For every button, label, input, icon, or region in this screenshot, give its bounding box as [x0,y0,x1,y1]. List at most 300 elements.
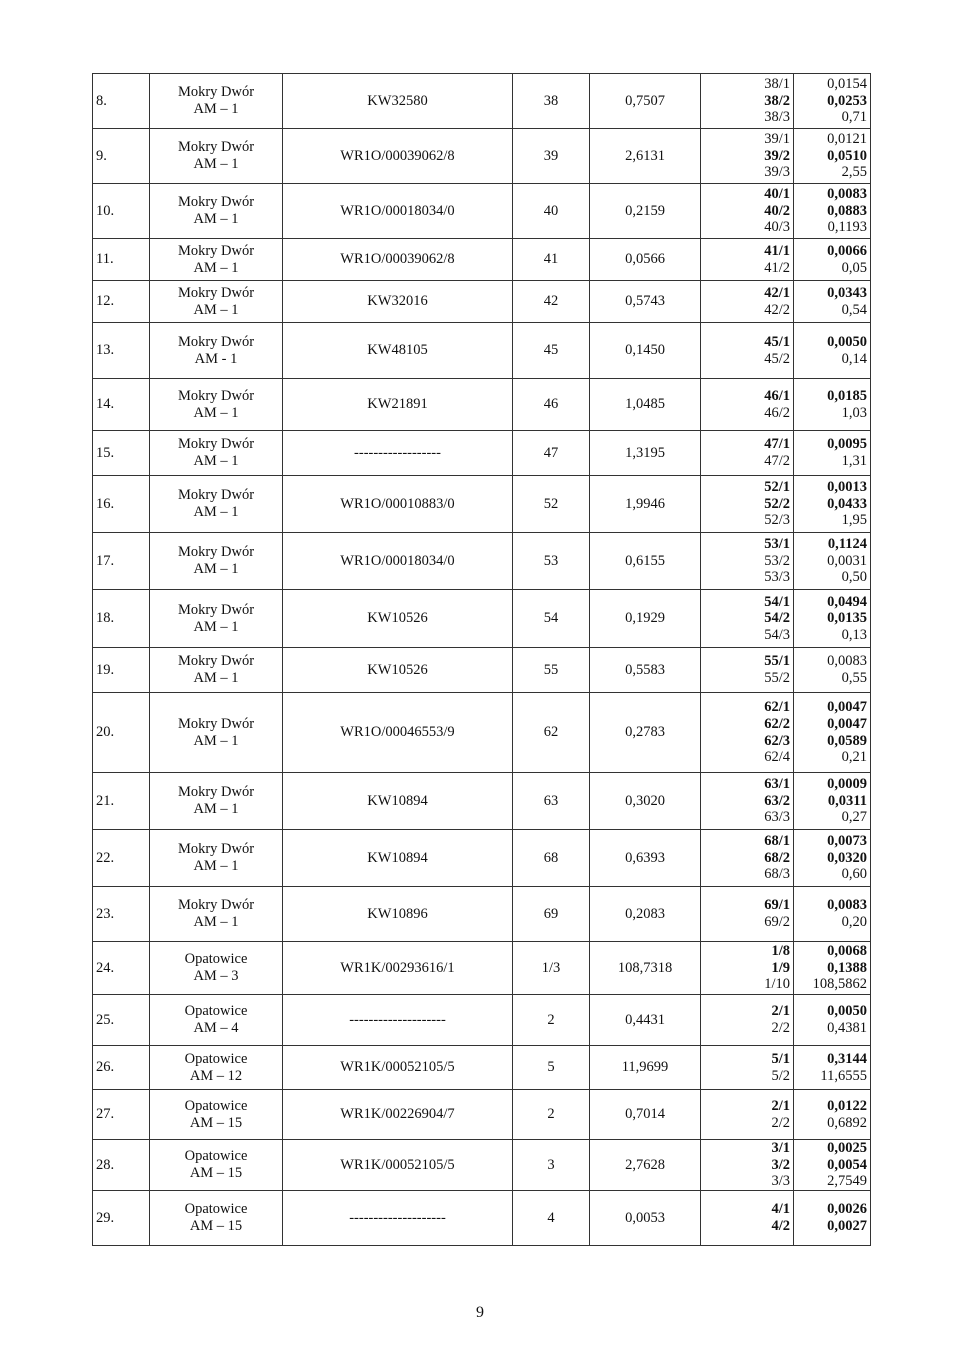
cell-subparcels [701,323,794,379]
subparcel-number: 55/1 [764,653,790,670]
table-row [93,648,871,693]
cell-kw [283,693,513,773]
cell-lp [93,773,150,830]
subparcel-area: 0,0083 [827,653,867,670]
cell-lp [93,1046,150,1090]
subparcel-area: 0,4381 [827,1020,867,1036]
kw-number: KW48105 [367,342,428,359]
cell-powierzchnia [590,693,701,773]
table-row [93,1046,871,1090]
parcel-table [92,73,871,1246]
row-number: 20. [96,724,115,741]
table-row [93,74,871,129]
cell-subparcels [701,1191,794,1246]
row-number: 16. [96,495,115,512]
kw-number: -------------------- [349,1209,446,1226]
parcel-area: 0,6155 [625,552,665,569]
cell-lp [93,887,150,942]
cell-obreb [150,887,283,942]
obreb-line: AM – 1 [193,156,239,172]
kw-number: KW10526 [367,661,428,678]
cell-kw [283,773,513,830]
cell-lp [93,942,150,995]
parcel-number: 47 [543,444,559,461]
cell-obreb [150,379,283,431]
obreb-line: AM – 15 [189,1165,243,1181]
subparcel-area: 1,31 [841,453,867,469]
subparcel-number: 47/2 [764,453,790,469]
subparcel-number: 69/1 [764,897,790,914]
subparcel-number: 62/3 [764,732,790,749]
subparcel-area: 0,0185 [827,387,867,404]
kw-number: KW10896 [367,905,428,922]
subparcel-area: 0,55 [841,670,867,686]
subparcel-number: 2/2 [771,1020,790,1036]
subparcel-number: 54/2 [764,610,790,627]
cell-obreb [150,281,283,323]
subparcel-number: 40/2 [764,202,790,219]
subparcel-area: 0,14 [841,350,867,367]
subparcel-number: 63/2 [764,792,790,809]
cell-dzialka [513,431,590,476]
subparcel-area: 0,0135 [827,610,867,627]
subparcel-number: 41/2 [764,259,790,276]
cell-lp [93,533,150,590]
cell-obreb [150,1090,283,1140]
subparcel-number: 55/2 [764,670,790,686]
parcel-number: 69 [543,905,559,922]
kw-number: KW10894 [367,849,428,866]
table-row [93,476,871,533]
obreb-line: Mokry Dwór [177,487,255,504]
parcel-area: 0,2159 [625,202,665,219]
subparcel-area: 1,03 [841,404,867,421]
kw-number: WR1O/00046553/9 [340,724,455,741]
subparcel-area: 0,1193 [827,219,867,236]
kw-number: WR1K/00293616/1 [340,959,455,976]
subparcel-area: 0,0311 [827,792,867,809]
cell-obreb [150,693,283,773]
parcel-number: 54 [543,610,559,627]
table-row [93,323,871,379]
row-number: 25. [96,1011,115,1028]
cell-subareas [794,476,871,533]
obreb-line: Mokry Dwór [177,841,255,858]
cell-obreb [150,74,283,129]
cell-subparcels [701,830,794,887]
subparcel-area: 0,54 [841,301,867,318]
subparcel-number: 2/1 [771,1097,790,1114]
cell-lp [93,476,150,533]
subparcel-area: 0,0253 [827,92,867,109]
row-number: 10. [96,202,115,219]
subparcel-number: 41/1 [764,242,790,259]
subparcel-number: 38/1 [764,76,790,93]
row-number: 17. [96,552,115,569]
parcel-area: 0,7507 [625,92,665,109]
cell-dzialka [513,830,590,887]
cell-dzialka [513,773,590,830]
cell-dzialka [513,239,590,281]
obreb-line: AM – 1 [193,504,239,520]
row-number: 29. [96,1209,115,1226]
cell-lp [93,323,150,379]
subparcel-number: 46/1 [764,387,790,404]
obreb-line: AM - 1 [194,350,238,367]
subparcel-area: 0,0050 [827,333,867,350]
subparcel-number: 47/1 [764,436,790,453]
subparcel-number: 46/2 [764,404,790,421]
subparcel-number: 4/1 [771,1201,790,1218]
obreb-line: Mokry Dwór [177,333,255,350]
cell-subareas [794,1090,871,1140]
table-row [93,239,871,281]
kw-number: KW10894 [367,792,428,809]
subparcel-number: 42/2 [764,301,790,318]
obreb-line: AM – 15 [189,1114,243,1131]
subparcel-number: 39/3 [764,164,790,181]
row-number: 19. [96,661,115,678]
subparcel-area: 0,0095 [827,436,867,453]
obreb-line: Opatowice [184,1003,248,1020]
cell-obreb [150,590,283,648]
obreb-line: Mokry Dwór [177,544,255,561]
cell-kw [283,887,513,942]
cell-subareas [794,693,871,773]
row-number: 28. [96,1156,115,1173]
subparcel-area: 0,0083 [827,186,867,203]
parcel-area: 0,0053 [625,1209,665,1226]
subparcel-area: 0,0068 [827,943,867,960]
obreb-line: Mokry Dwór [177,653,255,670]
cell-powierzchnia [590,773,701,830]
cell-lp [93,129,150,184]
obreb-line: AM – 1 [193,801,239,817]
cell-subparcels [701,239,794,281]
cell-subparcels [701,648,794,693]
obreb-line: AM – 4 [193,1020,239,1036]
parcel-number: 4 [547,1209,555,1226]
cell-dzialka [513,1046,590,1090]
cell-kw [283,239,513,281]
cell-kw [283,323,513,379]
cell-subparcels [701,1140,794,1191]
cell-dzialka [513,1090,590,1140]
parcel-area: 1,3195 [625,444,665,461]
subparcel-area: 0,50 [841,569,867,586]
subparcel-number: 5/1 [771,1050,790,1067]
cell-subparcels [701,379,794,431]
kw-number: KW32016 [367,293,428,310]
subparcel-number: 62/1 [764,699,790,716]
cell-subparcels [701,129,794,184]
cell-dzialka [513,281,590,323]
cell-lp [93,281,150,323]
obreb-line: AM – 1 [193,453,239,469]
cell-obreb [150,129,283,184]
subparcel-number: 1/8 [771,943,790,960]
parcel-area: 0,1450 [625,342,665,359]
table-row [93,379,871,431]
subparcel-number: 52/1 [764,479,790,496]
cell-powierzchnia [590,74,701,129]
cell-subareas [794,184,871,239]
row-number: 8. [96,92,107,109]
cell-lp [93,1191,150,1246]
parcel-number: 41 [543,251,559,268]
obreb-line: Opatowice [184,951,248,968]
parcel-number: 62 [543,724,559,741]
cell-kw [283,476,513,533]
obreb-line: AM – 1 [193,561,239,577]
parcel-area: 0,5583 [625,661,665,678]
cell-subareas [794,323,871,379]
cell-subparcels [701,184,794,239]
table-row [93,431,871,476]
kw-number: WR1K/00052105/5 [340,1156,455,1173]
table-row [93,129,871,184]
subparcel-area: 0,0510 [827,147,867,164]
subparcel-area: 0,3144 [827,1050,867,1067]
cell-kw [283,648,513,693]
subparcel-area: 0,0073 [827,833,867,850]
subparcel-area: 11,6555 [820,1067,867,1084]
table-row [93,942,871,995]
subparcel-area: 0,0050 [827,1003,867,1020]
subparcel-number: 5/2 [771,1067,790,1084]
cell-subparcels [701,995,794,1046]
subparcel-number: 68/1 [764,833,790,850]
parcel-number: 52 [543,495,559,512]
cell-kw [283,184,513,239]
cell-dzialka [513,476,590,533]
subparcel-area: 0,60 [841,866,867,883]
subparcel-area: 0,05 [841,259,867,276]
cell-powierzchnia [590,379,701,431]
kw-number: WR1O/00039062/8 [340,147,455,164]
cell-powierzchnia [590,648,701,693]
cell-obreb [150,648,283,693]
cell-powierzchnia [590,590,701,648]
subparcel-area: 0,0433 [827,495,867,512]
cell-obreb [150,239,283,281]
subparcel-number: 53/3 [764,569,790,586]
subparcel-number: 62/2 [764,715,790,732]
cell-lp [93,184,150,239]
subparcel-number: 2/1 [771,1003,790,1020]
cell-subareas [794,281,871,323]
cell-subareas [794,1140,871,1191]
subparcel-number: 54/1 [764,593,790,610]
cell-obreb [150,773,283,830]
kw-number: KW10526 [367,610,428,627]
subparcel-area: 0,0320 [827,849,867,866]
cell-dzialka [513,648,590,693]
parcel-area: 11,9699 [621,1059,669,1076]
subparcel-area: 0,20 [841,914,867,930]
table-row [93,693,871,773]
cell-kw [283,379,513,431]
subparcel-area: 0,0047 [827,715,867,732]
obreb-line: AM – 3 [193,968,239,984]
cell-obreb [150,1046,283,1090]
subparcel-area: 0,13 [841,626,867,643]
obreb-line: AM – 1 [193,732,239,749]
cell-powierzchnia [590,887,701,942]
cell-powierzchnia [590,431,701,476]
row-number: 14. [96,396,115,413]
subparcel-number: 1/9 [771,959,790,976]
subparcel-area: 0,1124 [827,536,867,553]
row-number: 21. [96,792,115,809]
subparcel-area: 0,1388 [827,959,867,976]
obreb-line: AM – 1 [193,670,239,686]
cell-dzialka [513,129,590,184]
cell-subareas [794,533,871,590]
parcel-area: 108,7318 [617,959,673,976]
cell-obreb [150,431,283,476]
cell-powierzchnia [590,476,701,533]
parcel-number: 53 [543,552,559,569]
cell-kw [283,590,513,648]
cell-dzialka [513,74,590,129]
cell-subparcels [701,887,794,942]
parcel-number: 68 [543,849,559,866]
obreb-line: Opatowice [184,1148,248,1165]
cell-subparcels [701,1046,794,1090]
cell-subparcels [701,1090,794,1140]
parcel-area: 0,2083 [625,905,665,922]
cell-powierzchnia [590,533,701,590]
parcel-number: 2 [547,1011,555,1028]
cell-dzialka [513,1191,590,1246]
cell-kw [283,431,513,476]
table-row [93,887,871,942]
cell-powierzchnia [590,995,701,1046]
cell-powierzchnia [590,1140,701,1191]
cell-subareas [794,830,871,887]
subparcel-number: 3/1 [771,1140,790,1157]
cell-obreb [150,1191,283,1246]
cell-subareas [794,590,871,648]
subparcel-area: 0,0047 [827,699,867,716]
cell-subareas [794,887,871,942]
obreb-line: Mokry Dwór [177,242,255,259]
obreb-line: Mokry Dwór [177,784,255,801]
subparcel-number: 1/10 [764,976,790,993]
cell-subparcels [701,942,794,995]
row-number: 11. [96,251,114,268]
subparcel-area: 0,0025 [827,1140,867,1157]
subparcel-number: 39/2 [764,147,790,164]
row-number: 9. [96,147,107,164]
cell-obreb [150,830,283,887]
subparcel-number: 40/1 [764,186,790,203]
subparcel-number: 38/3 [764,109,790,126]
cell-obreb [150,533,283,590]
cell-kw [283,830,513,887]
kw-number: WR1K/00052105/5 [340,1059,455,1076]
table-row [93,1090,871,1140]
cell-lp [93,830,150,887]
subparcel-number: 52/3 [764,512,790,529]
subparcel-area: 0,0154 [827,76,867,93]
parcel-number: 3 [547,1156,555,1173]
obreb-line: Mokry Dwór [177,284,255,301]
cell-dzialka [513,590,590,648]
subparcel-number: 45/1 [764,333,790,350]
table-row [93,1140,871,1191]
obreb-line: AM – 1 [193,618,239,635]
obreb-line: Opatowice [184,1097,248,1114]
kw-number: WR1O/00018034/0 [340,552,455,569]
subparcel-area: 0,0031 [827,552,867,569]
cell-subareas [794,648,871,693]
row-number: 18. [96,610,115,627]
obreb-line: AM – 12 [189,1067,243,1084]
subparcel-area: 0,0027 [827,1218,867,1234]
row-number: 23. [96,905,115,922]
obreb-line: Opatowice [184,1050,248,1067]
cell-lp [93,590,150,648]
cell-lp [93,379,150,431]
obreb-line: Mokry Dwór [177,715,255,732]
cell-kw [283,74,513,129]
obreb-line: AM – 15 [189,1218,243,1234]
cell-lp [93,431,150,476]
subparcel-number: 38/2 [764,92,790,109]
kw-number: KW32580 [367,92,428,109]
cell-powierzchnia [590,830,701,887]
cell-kw [283,129,513,184]
cell-powierzchnia [590,239,701,281]
row-number: 24. [96,959,115,976]
subparcel-area: 0,0883 [827,202,867,219]
cell-obreb [150,476,283,533]
cell-kw [283,1140,513,1191]
parcel-area: 0,2783 [625,724,665,741]
cell-lp [93,1140,150,1191]
obreb-line: Opatowice [184,1201,248,1218]
table-row [93,1191,871,1246]
subparcel-area: 0,0589 [827,732,867,749]
subparcel-number: 68/3 [764,866,790,883]
obreb-line: Mokry Dwór [177,897,255,914]
parcel-number: 38 [543,92,559,109]
cell-kw [283,1191,513,1246]
subparcel-number: 53/1 [764,536,790,553]
cell-kw [283,1046,513,1090]
table-row [93,590,871,648]
subparcel-number: 62/4 [764,749,790,766]
subparcel-area: 0,0083 [827,897,867,914]
obreb-line: Mokry Dwór [177,601,255,618]
cell-subparcels [701,281,794,323]
cell-obreb [150,184,283,239]
subparcel-area: 0,0026 [827,1201,867,1218]
kw-number: ------------------ [354,444,441,461]
obreb-line: AM – 1 [193,404,239,421]
cell-subareas [794,942,871,995]
kw-number: WR1O/00018034/0 [340,202,455,219]
subparcel-number: 2/2 [771,1114,790,1131]
subparcel-number: 39/1 [764,131,790,148]
parcel-number: 40 [543,202,559,219]
parcel-table-body [93,74,871,1246]
parcel-area: 0,4431 [625,1011,665,1028]
parcel-number: 1/3 [541,959,561,976]
table-row [93,281,871,323]
